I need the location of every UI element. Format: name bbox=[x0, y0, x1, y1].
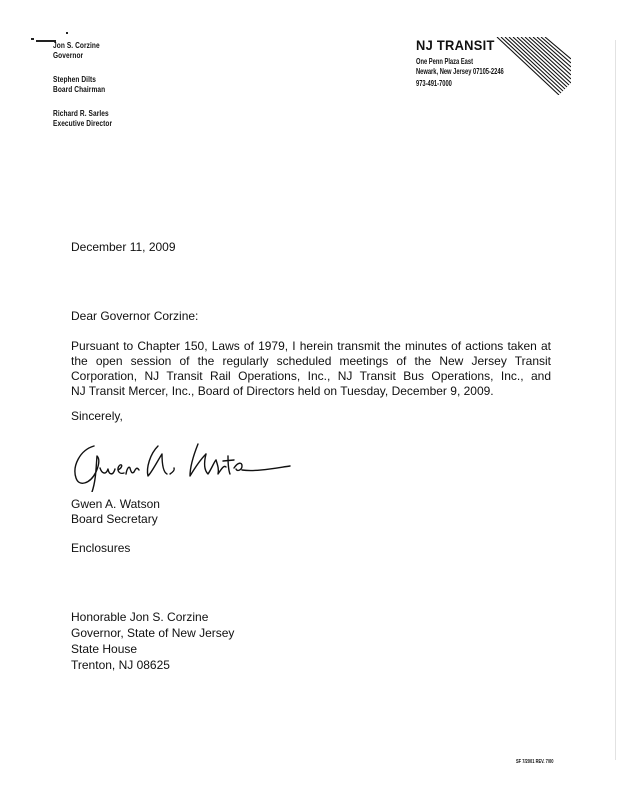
official-name: Jon S. Corzine bbox=[53, 41, 100, 50]
recipient-address bbox=[71, 609, 234, 673]
letter-date: December 11, 2009 bbox=[71, 240, 176, 254]
recipient-line: Governor, State of New Jersey bbox=[71, 626, 235, 640]
body-line: NJ Transit Mercer, Inc., Board of Directors held on Tuesday, December 9, 2009. bbox=[71, 384, 494, 398]
official-title: Board Chairman bbox=[53, 85, 106, 94]
brand-wordmark: NJ TRANSIT bbox=[416, 37, 495, 53]
official-title: Governor bbox=[53, 51, 84, 60]
recipient-line: Honorable Jon S. Corzine bbox=[71, 610, 209, 624]
form-code: SF 7/2001 REV. 7/00 bbox=[516, 759, 554, 765]
official-name: Stephen Dilts bbox=[53, 75, 96, 84]
handwritten-signature bbox=[66, 432, 291, 492]
phone-number: 973-491-7000 bbox=[416, 79, 452, 88]
recipient-line: Trenton, NJ 08625 bbox=[71, 658, 170, 672]
address-line-1: One Penn Plaza East bbox=[416, 57, 473, 66]
official-entry bbox=[53, 75, 125, 95]
signer-name: Gwen A. Watson bbox=[71, 497, 160, 511]
address-line-2: Newark, New Jersey 07105-2246 bbox=[416, 67, 504, 76]
signer-title: Board Secretary bbox=[71, 512, 158, 526]
closing: Sincerely, bbox=[71, 409, 123, 423]
official-name: Richard R. Sarles bbox=[53, 109, 109, 118]
body-line: the open session of the regularly scheduled meetings of the New Jersey Transit bbox=[71, 354, 551, 368]
body-line: Pursuant to Chapter 150, Laws of 1979, I herein transmit the minutes of actions taken at bbox=[71, 339, 551, 353]
body-paragraph bbox=[71, 339, 551, 399]
official-entry bbox=[53, 109, 125, 129]
scan-speck bbox=[66, 32, 68, 34]
enclosures-note: Enclosures bbox=[71, 541, 131, 555]
body-line: Corporation, NJ Transit Rail Operations, Inc., NJ Transit Bus Operations, Inc., and bbox=[71, 369, 551, 383]
scan-speck bbox=[31, 38, 34, 40]
official-entry bbox=[53, 41, 125, 61]
scan-edge-line bbox=[615, 40, 616, 760]
logo-stripes-icon bbox=[491, 37, 571, 95]
recipient-line: State House bbox=[71, 642, 138, 656]
official-title: Executive Director bbox=[53, 119, 113, 128]
salutation: Dear Governor Corzine: bbox=[71, 309, 199, 323]
officials-list bbox=[53, 41, 125, 143]
